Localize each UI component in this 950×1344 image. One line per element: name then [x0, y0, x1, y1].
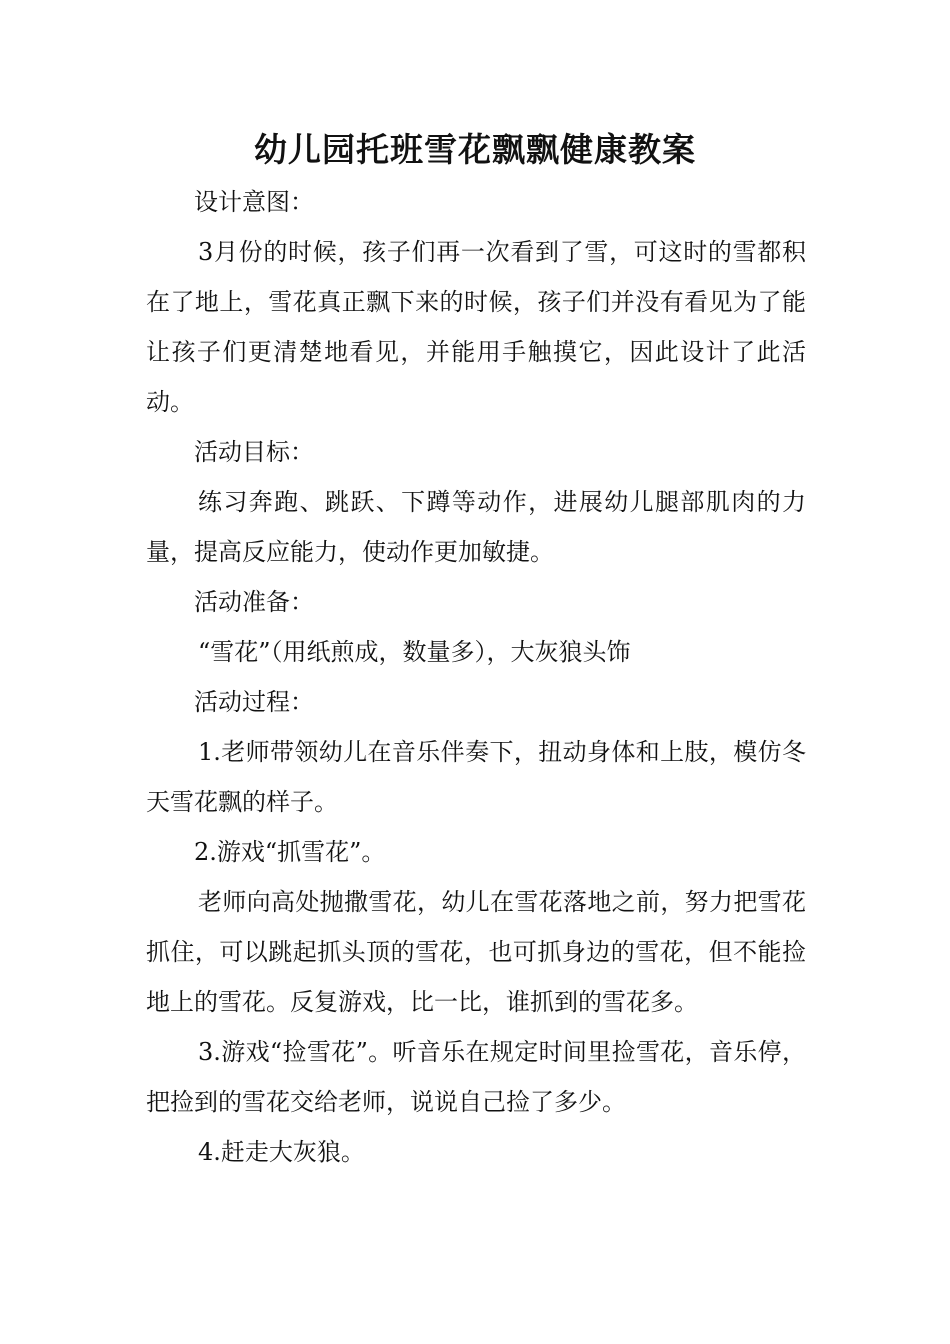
process-step-1: 1.老师带领幼儿在音乐伴奏下，扭动身体和上肢，模仿冬天雪花飘的样子。 — [146, 738, 806, 816]
process-step-3: 3.游戏“捡雪花”。听音乐在规定时间里捡雪花，音乐停，把捡到的雪花交给老师，说说自己捡了多少。 — [146, 1038, 806, 1116]
activity-prep-paragraph: “雪花”（用纸煎成，数量多），大灰狼头饰 — [198, 638, 631, 666]
design-intent-paragraph: 3月份的时候，孩子们再一次看到了雪，可这时的雪都积在了地上，雪花真正飘下来的时候，孩子们并没有看见为了能让孩子们更清楚地看见，并能用手触摸它，因此设计了此活动。 — [146, 238, 806, 416]
activity-goal-paragraph: 练习奔跑、跳跃、下蹲等动作，进展幼儿腿部肌肉的力量，提高反应能力，使动作更加敏捷。 — [146, 488, 806, 566]
process-step-4: 4.赶走大灰狼。 — [198, 1138, 365, 1166]
process-step-2-paragraph: 老师向高处抛撒雪花，幼儿在雪花落地之前，努力把雪花抓住，可以跳起抓头顶的雪花，也可抓身边的雪花，但不能捡地上的雪花。反复游戏，比一比，谁抓到的雪花多。 — [146, 888, 806, 1016]
activity-goal-heading: 活动目标： — [194, 438, 314, 466]
activity-prep-heading: 活动准备： — [194, 588, 314, 616]
process-step-2-title: 2.游戏“抓雪花”。 — [194, 838, 386, 866]
document-title: 幼儿园托班雪花飘飘健康教案 — [254, 130, 696, 169]
document-body — [146, 177, 806, 1177]
design-intent-heading: 设计意图： — [194, 188, 314, 216]
activity-process-heading: 活动过程： — [194, 688, 314, 716]
